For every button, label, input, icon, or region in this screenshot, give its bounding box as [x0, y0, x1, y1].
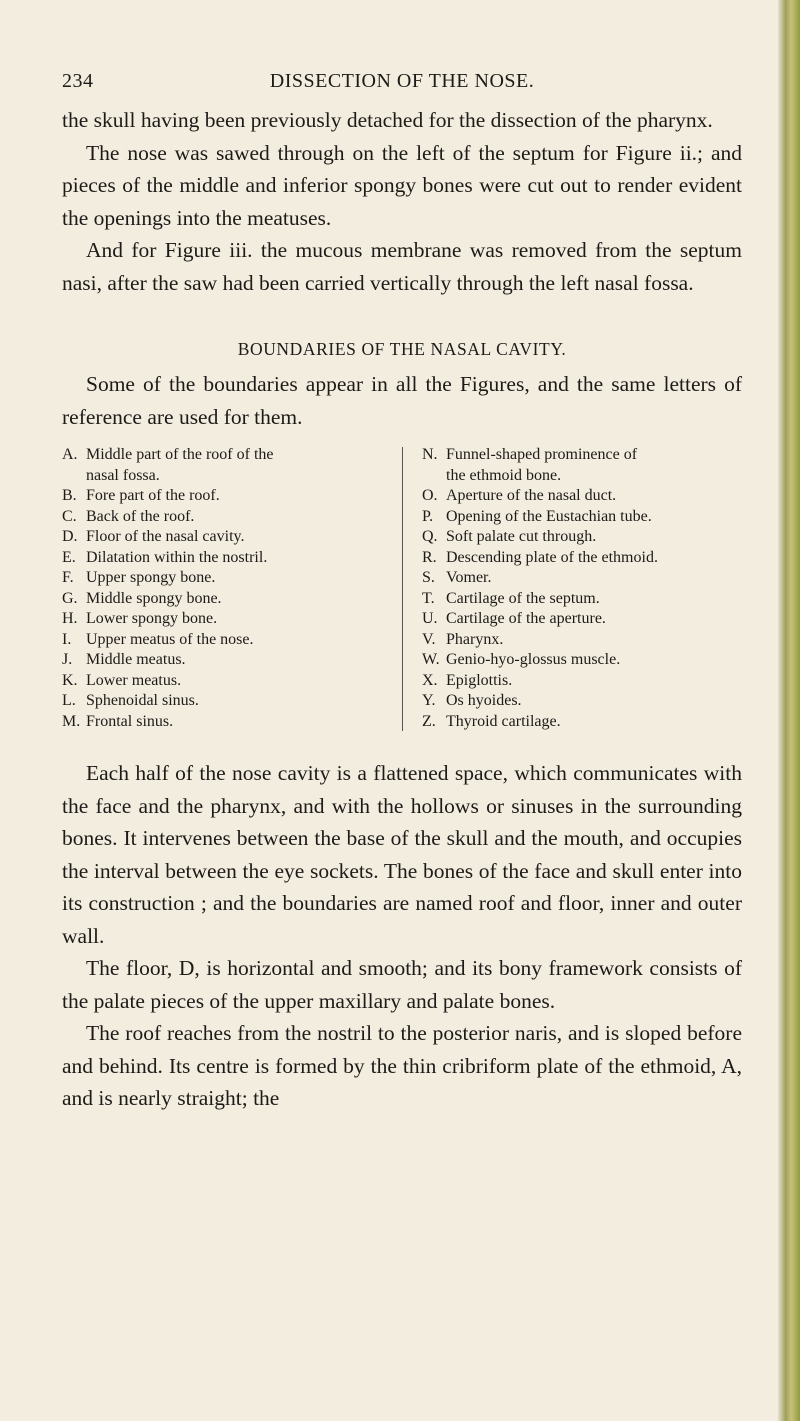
legend-item: [62, 548, 392, 569]
legend-text: Os hyoides.: [446, 692, 522, 709]
legend-item: [422, 630, 742, 651]
legend-item: [62, 486, 392, 507]
legend-text: Genio-hyo-glossus muscle.: [446, 651, 621, 668]
intro-paragraph-1: the skull having been previously detached for the dissection of the pharynx.: [62, 108, 713, 132]
legend-text: Dilatation within the nostril.: [86, 548, 268, 566]
legend-item: [422, 527, 742, 548]
legend-text: Fore part of the roof.: [86, 487, 220, 504]
legend-item: [62, 671, 392, 692]
legend-key: A.: [62, 446, 78, 463]
legend-item: [422, 445, 742, 466]
legend-item: [422, 568, 742, 589]
legend-item: [62, 650, 392, 671]
legend-key: T.: [422, 589, 435, 607]
legend-key: K.: [62, 671, 78, 689]
legend-item: [422, 671, 742, 692]
legend-item: [62, 527, 392, 548]
legend-key: X.: [422, 671, 438, 689]
legend-item: [62, 691, 392, 712]
legend-text: Funnel-shaped prominence of: [446, 446, 638, 463]
legend-item: [62, 445, 392, 466]
body-paragraph-3: The roof reaches from the nostril to the posterior naris, and is sloped before and behind. Its centre is formed by the thin cribriform plate of the ethmoid, A, and is nearly straight; the: [62, 1021, 742, 1110]
legend-text: Middle meatus.: [86, 651, 186, 668]
legend-item: [62, 466, 392, 487]
legend-text: Aperture of the nasal duct.: [446, 487, 617, 504]
legend-key: R.: [422, 548, 437, 566]
legend-key: U.: [422, 610, 438, 627]
legend-key: V.: [422, 630, 436, 648]
legend-key: C.: [62, 507, 77, 525]
legend-item: [422, 466, 742, 487]
legend-key: I.: [62, 630, 72, 648]
legend-item: [62, 609, 392, 630]
legend-key: Q.: [422, 528, 438, 545]
section-intro: Some of the boundaries appear in all the Figures, and the same letters of reference are used for them.: [62, 372, 742, 429]
legend-key: D.: [62, 528, 78, 545]
page-number: 234: [62, 70, 94, 92]
legend-key: W.: [422, 651, 440, 668]
legend-item: [422, 507, 742, 528]
legend-item: [422, 609, 742, 630]
legend-key: P.: [422, 507, 434, 525]
legend-key: N.: [422, 446, 438, 463]
legend-text: Thyroid cartilage.: [446, 712, 561, 730]
legend-key: O.: [422, 487, 438, 504]
legend-key: G.: [62, 589, 78, 607]
section-heading: BOUNDARIES OF THE NASAL CAVITY.: [237, 339, 567, 359]
legend-key: F.: [62, 569, 74, 586]
legend-item: [422, 650, 742, 671]
intro-paragraph-2: The nose was sawed through on the left of the septum for Figure ii.; and pieces of the middle and inferior spongy bones were cut out to render evident the openings into the meatuses.: [62, 140, 742, 230]
reference-legend: [62, 445, 742, 737]
legend-text: Lower spongy bone.: [86, 610, 218, 627]
intro-paragraph-3: And for Figure iii. the mucous membrane was removed from the septum nasi, after the saw had been carried vertically through the left nasal fossa.: [62, 238, 742, 295]
legend-text: Opening of the Eustachian tube.: [446, 507, 652, 525]
legend-text: Cartilage of the septum.: [446, 589, 600, 607]
legend-text: Lower meatus.: [86, 671, 182, 689]
legend-item: [62, 630, 392, 651]
legend-text: Middle part of the roof of the: [86, 446, 274, 463]
legend-right-column: [422, 445, 742, 732]
legend-text: Floor of the nasal cavity.: [86, 528, 245, 545]
legend-left-column: [62, 445, 392, 732]
legend-text: Vomer.: [446, 569, 492, 586]
legend-key: Z.: [422, 712, 436, 730]
legend-key: [422, 466, 446, 487]
legend-text: Back of the roof.: [86, 507, 195, 525]
legend-text: Soft palate cut through.: [446, 528, 597, 545]
legend-divider: [402, 447, 403, 731]
legend-key: S.: [422, 569, 435, 586]
body-paragraph-1: Each half of the nose cavity is a flattened space, which communicates with the face and the pharynx, and with the hollows or sinuses in the surrounding bones. It intervenes between the base of the skull and the mouth, and occupies the interval between the eye sockets. The bones of the face and skull enter into its construction ; and the boundaries are named roof and floor, inner and outer wall.: [62, 761, 742, 948]
legend-item: [62, 507, 392, 528]
legend-key: H.: [62, 610, 78, 627]
legend-item: [62, 568, 392, 589]
legend-text: Frontal sinus.: [86, 712, 174, 730]
page-title: DISSECTION OF THE NOSE.: [269, 70, 535, 92]
legend-key: Y.: [422, 692, 436, 709]
legend-key: L.: [62, 692, 76, 709]
page-edge-binding: [778, 0, 800, 1421]
legend-item: [422, 486, 742, 507]
legend-item: [422, 712, 742, 733]
legend-text: Cartilage of the aperture.: [446, 610, 606, 627]
legend-text: nasal fossa.: [86, 466, 160, 484]
legend-key: J.: [62, 651, 73, 668]
legend-item: [62, 589, 392, 610]
legend-text: Descending plate of the ethmoid.: [446, 548, 658, 566]
legend-text: Epiglottis.: [446, 671, 513, 689]
legend-text: Sphenoidal sinus.: [86, 692, 199, 709]
legend-key: E.: [62, 548, 76, 566]
book-page: [62, 70, 742, 1115]
legend-item: [62, 712, 392, 733]
legend-item: [422, 548, 742, 569]
legend-key: B.: [62, 487, 77, 504]
legend-text: Upper spongy bone.: [86, 569, 216, 586]
legend-key: M.: [62, 712, 81, 730]
legend-text: Pharynx.: [446, 630, 504, 648]
body-paragraph-2: The floor, D, is horizontal and smooth; and its bony framework consists of the palate pieces of the upper maxillary and palate bones.: [62, 956, 742, 1013]
legend-text: Middle spongy bone.: [86, 589, 222, 607]
legend-text: Upper meatus of the nose.: [86, 630, 254, 648]
running-head: [62, 70, 742, 104]
legend-item: [422, 691, 742, 712]
legend-key: [62, 466, 86, 487]
legend-text: the ethmoid bone.: [446, 466, 562, 484]
legend-item: [422, 589, 742, 610]
